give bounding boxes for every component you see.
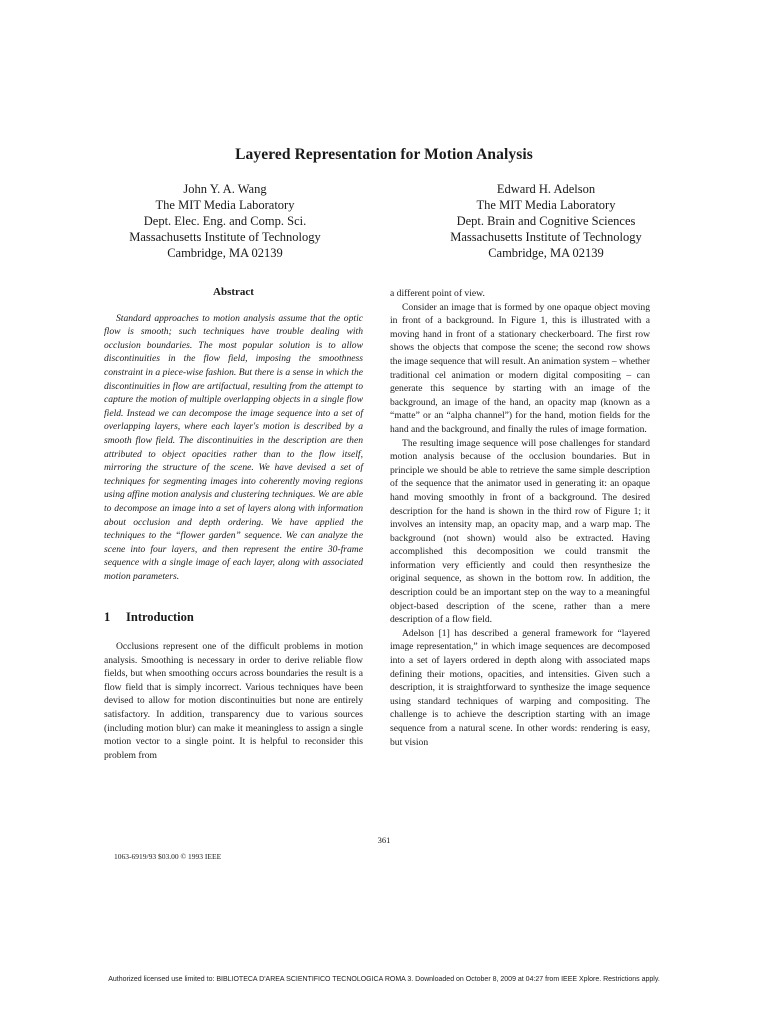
abstract-heading: Abstract	[213, 286, 254, 298]
body-paragraph: Adelson [1] has described a general framework for “layered image representation,” in which image sequences are decomposed into a set of layers ordered in depth along with associated maps defining their motions, opacities, and intensities. Given such a description, it is straightforward to synthesize the image sequence using standard techniques of warping and compositing. The challenge is to achieve the description starting with an image sequence from a natural scene. In other words: rendering is easy, but vision	[390, 627, 650, 748]
paper-title: Layered Representation for Motion Analysis	[235, 146, 533, 163]
license-footer: Authorized licensed use limited to: BIBLIOTECA D'AREA SCIENTIFICO TECNOLOGICA ROMA 3. Downloaded on October 8, 2009 at 04:27 from IEEE Xplore. Restrictions apply.	[108, 976, 660, 983]
author-affiliation-line: Massachusetts Institute of Technology	[450, 230, 642, 244]
section-title: Introduction	[126, 610, 194, 625]
body-paragraph: Consider an image that is formed by one opaque object moving in front of a background. In Figure 1, this is illustrated with a moving hand in front of a stationary checkerboard. The first row shows the objects that compose the scene; the second row shows the image sequence that will result. An animation system – whether traditional cel animation or modern digital compositing – can generate this sequence by starting with an image of the background, an image of the hand, an opacity map (known as a “matte” or an “alpha channel”) for the hand, motion fields for the hand and the background, and finally the rules of image formation.	[390, 301, 650, 435]
right-column	[390, 287, 650, 749]
author-name: John Y. A. Wang	[183, 182, 267, 196]
author-affiliation-line: Dept. Brain and Cognitive Sciences	[456, 214, 636, 228]
author-affiliation-line: The MIT Media Laboratory	[476, 198, 616, 212]
author-affiliation-line: Cambridge, MA 02139	[167, 246, 283, 260]
body-paragraph: The resulting image sequence will pose challenges for standard motion analysis because of the occlusion boundaries. But in principle we should be able to retrieve the same simple description of the sequence that the animator used in generating it: an opaque hand moving smoothly in front of a background. The desired description for the hand is shown in the third row of Figure 1; it involves an intensity map, an opacity map, and a warp map. The background (not shown) would also be extracted. Having accomplished this decomposition we could transmit the information very efficiently and could then resynthesize the original sequence, as shown in the bottom row. In addition, the description could be an important step on the way to a meaningful object-based description of the scene, rather than a mere description of a flow field.	[390, 437, 650, 626]
left-column	[104, 286, 363, 762]
introduction-paragraph: Occlusions represent one of the difficult problems in motion analysis. Smoothing is necessary in order to derive reliable flow fields, but when smoothing occurs across boundaries the result is a flow field that is simply incorrect. Various techniques have been devised to allow for motion discontinuities but none are entirely satisfactory. In addition, transparency due to various sources (including motion blur) can make it meaningless to assign a single motion vector to a single point. It is helpful to reconsider this problem from	[104, 641, 363, 761]
body-paragraph: a different point of view.	[390, 288, 485, 299]
author-block-wang	[100, 181, 350, 261]
author-affiliation-line: The MIT Media Laboratory	[155, 198, 295, 212]
section-heading-introduction	[104, 611, 363, 625]
section-number: 1	[104, 610, 111, 625]
author-affiliation-line: Dept. Elec. Eng. and Comp. Sci.	[143, 214, 307, 228]
author-affiliation-line: Cambridge, MA 02139	[488, 246, 604, 260]
author-block-adelson	[421, 181, 671, 261]
abstract-text: Standard approaches to motion analysis assume that the optic flow is smooth; such techniques have trouble dealing with occlusion boundaries. The most popular solution is to allow discontinuities in the flow field, imposing the smoothness constraint in a piece-wise fashion. But there is a sense in which the discontinuities in flow are artifactual, resulting from the attempt to capture the motion of multiple overlapping objects in a single flow field. Instead we can decompose the image sequence into a set of overlapping layers, where each layer's motion is described by a smooth flow field. The discontinuities in the description are then attributed to object opacities rather than to the flow itself, mirroring the structure of the scene. We have devised a set of techniques for segmenting images into coherently moving regions using affine motion analysis and clustering techniques. We are able to decompose an image into a set of layers along with information about occlusion and depth ordering. We have applied the techniques to the “flower garden” sequence. We can analyze the scene into four layers, and then represent the entire 30-frame sequence with a single image of each layer, along with associated motion parameters.	[104, 312, 363, 582]
author-affiliation-line: Massachusetts Institute of Technology	[129, 230, 321, 244]
author-name: Edward H. Adelson	[496, 182, 596, 196]
copyright-notice: 1063-6919/93 $03.00 © 1993 IEEE	[114, 852, 222, 861]
page-number: 361	[377, 835, 391, 845]
